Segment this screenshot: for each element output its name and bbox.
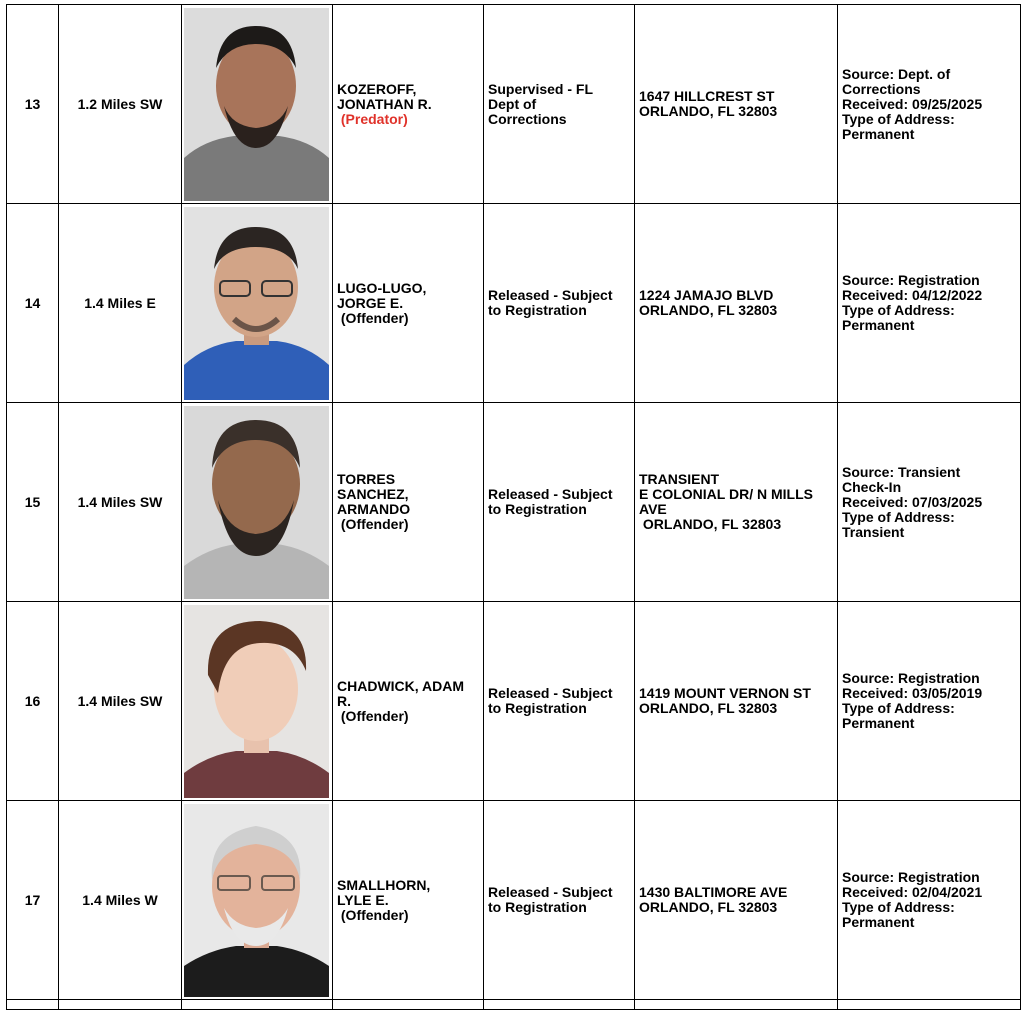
photo-cell — [182, 602, 333, 801]
source-line: Corrections — [842, 80, 921, 97]
portrait-icon — [184, 8, 329, 201]
distance: 1.2 Miles SW — [59, 5, 182, 204]
source-line: Source: Transient — [842, 463, 961, 480]
offender-photo[interactable] — [184, 605, 329, 798]
status — [484, 403, 635, 602]
status — [484, 204, 635, 403]
received-date: Received: 02/04/2021 — [842, 884, 983, 900]
portrait-icon — [184, 207, 329, 400]
offender-photo[interactable] — [184, 406, 329, 599]
address-type: Transient — [842, 523, 905, 540]
status-text: Released - Subject to Registration — [488, 287, 613, 318]
row-number: 17 — [7, 801, 59, 1000]
table-row — [7, 801, 1021, 1000]
address-text: 1430 BALTIMORE AVE ORLANDO, FL 32803 — [639, 884, 788, 915]
source-info — [838, 204, 1021, 403]
address-text: TRANSIENT E COLONIAL DR/ N MILLS AVE ORLANDO, FL 32803 — [639, 471, 813, 532]
portrait-icon — [184, 605, 329, 798]
distance: 1.4 Miles SW — [59, 602, 182, 801]
offender-name-cell — [333, 204, 484, 403]
row-number: 15 — [7, 403, 59, 602]
cell — [333, 1000, 484, 1010]
offender-name-cell — [333, 5, 484, 204]
classification-label: (Offender) — [337, 707, 409, 724]
offender-name-cell — [333, 801, 484, 1000]
row-number: 16 — [7, 602, 59, 801]
source-line: Source: Dept. of — [842, 65, 951, 82]
offender-name[interactable]: CHADWICK, ADAM R. — [337, 677, 465, 709]
photo-cell — [182, 801, 333, 1000]
status — [484, 801, 635, 1000]
cell — [484, 1000, 635, 1010]
offender-name-cell — [333, 403, 484, 602]
source-info — [838, 5, 1021, 204]
source-info — [838, 403, 1021, 602]
row-number: 13 — [7, 5, 59, 204]
photo-cell — [182, 403, 333, 602]
source-info — [838, 602, 1021, 801]
offender-table — [6, 4, 1021, 1010]
offender-name[interactable]: LUGO-LUGO, JORGE E. — [337, 279, 427, 311]
address — [635, 602, 838, 801]
status-text: Released - Subject to Registration — [488, 884, 613, 915]
offender-name[interactable]: KOZEROFF, JONATHAN R. — [337, 80, 432, 112]
offender-photo[interactable] — [184, 8, 329, 201]
classification-label: (Offender) — [337, 309, 409, 326]
status — [484, 5, 635, 204]
received-date: Received: 03/05/2019 — [842, 685, 983, 701]
photo-cell — [182, 5, 333, 204]
source-line: Source: Registration — [842, 272, 980, 288]
distance: 1.4 Miles SW — [59, 403, 182, 602]
table-row — [7, 602, 1021, 801]
distance: 1.4 Miles W — [59, 801, 182, 1000]
address — [635, 801, 838, 1000]
cell — [838, 1000, 1021, 1010]
status — [484, 602, 635, 801]
classification-label: (Offender) — [337, 516, 409, 532]
address-type: Permanent — [842, 317, 915, 333]
table-row — [7, 5, 1021, 204]
address-text: 1224 JAMAJO BLVD ORLANDO, FL 32803 — [639, 287, 778, 318]
table-row — [7, 403, 1021, 602]
classification-label: (Predator) — [337, 110, 408, 127]
address-type-label: Type of Address: — [842, 508, 955, 525]
address-type: Permanent — [842, 914, 915, 930]
offender-photo[interactable] — [184, 804, 329, 997]
table-row-partial — [7, 1000, 1021, 1010]
source-line: Source: Registration — [842, 869, 980, 885]
address-type: Permanent — [842, 125, 915, 142]
address-type-label: Type of Address: — [842, 899, 955, 915]
source-line: Check-In — [842, 478, 902, 495]
address — [635, 403, 838, 602]
portrait-icon — [184, 406, 329, 599]
cell — [7, 1000, 59, 1010]
cell — [182, 1000, 333, 1010]
source-line: Source: Registration — [842, 670, 980, 686]
row-number: 14 — [7, 204, 59, 403]
received-date: Received: 04/12/2022 — [842, 287, 983, 303]
status-text: Supervised - FL Dept of Corrections — [488, 80, 594, 127]
address-text: 1647 HILLCREST ST ORLANDO, FL 32803 — [639, 88, 778, 119]
received-date: Received: 07/03/2025 — [842, 493, 983, 510]
classification-label: (Offender) — [337, 906, 409, 923]
offender-name[interactable]: SMALLHORN, LYLE E. — [337, 876, 431, 908]
address — [635, 5, 838, 204]
table-row — [7, 204, 1021, 403]
address-type-label: Type of Address: — [842, 302, 955, 318]
address-text: 1419 MOUNT VERNON ST ORLANDO, FL 32803 — [639, 685, 811, 716]
address-type-label: Type of Address: — [842, 110, 955, 127]
source-info — [838, 801, 1021, 1000]
offender-name-cell — [333, 602, 484, 801]
offender-name[interactable]: TORRES SANCHEZ, ARMANDO — [337, 471, 411, 517]
photo-cell — [182, 204, 333, 403]
distance: 1.4 Miles E — [59, 204, 182, 403]
address-type: Permanent — [842, 715, 915, 731]
cell — [59, 1000, 182, 1010]
status-text: Released - Subject to Registration — [488, 685, 613, 716]
status-text: Released - Subject to Registration — [488, 486, 613, 517]
cell — [635, 1000, 838, 1010]
received-date: Received: 09/25/2025 — [842, 95, 983, 112]
portrait-icon — [184, 804, 329, 997]
address — [635, 204, 838, 403]
offender-photo[interactable] — [184, 207, 329, 400]
address-type-label: Type of Address: — [842, 700, 955, 716]
